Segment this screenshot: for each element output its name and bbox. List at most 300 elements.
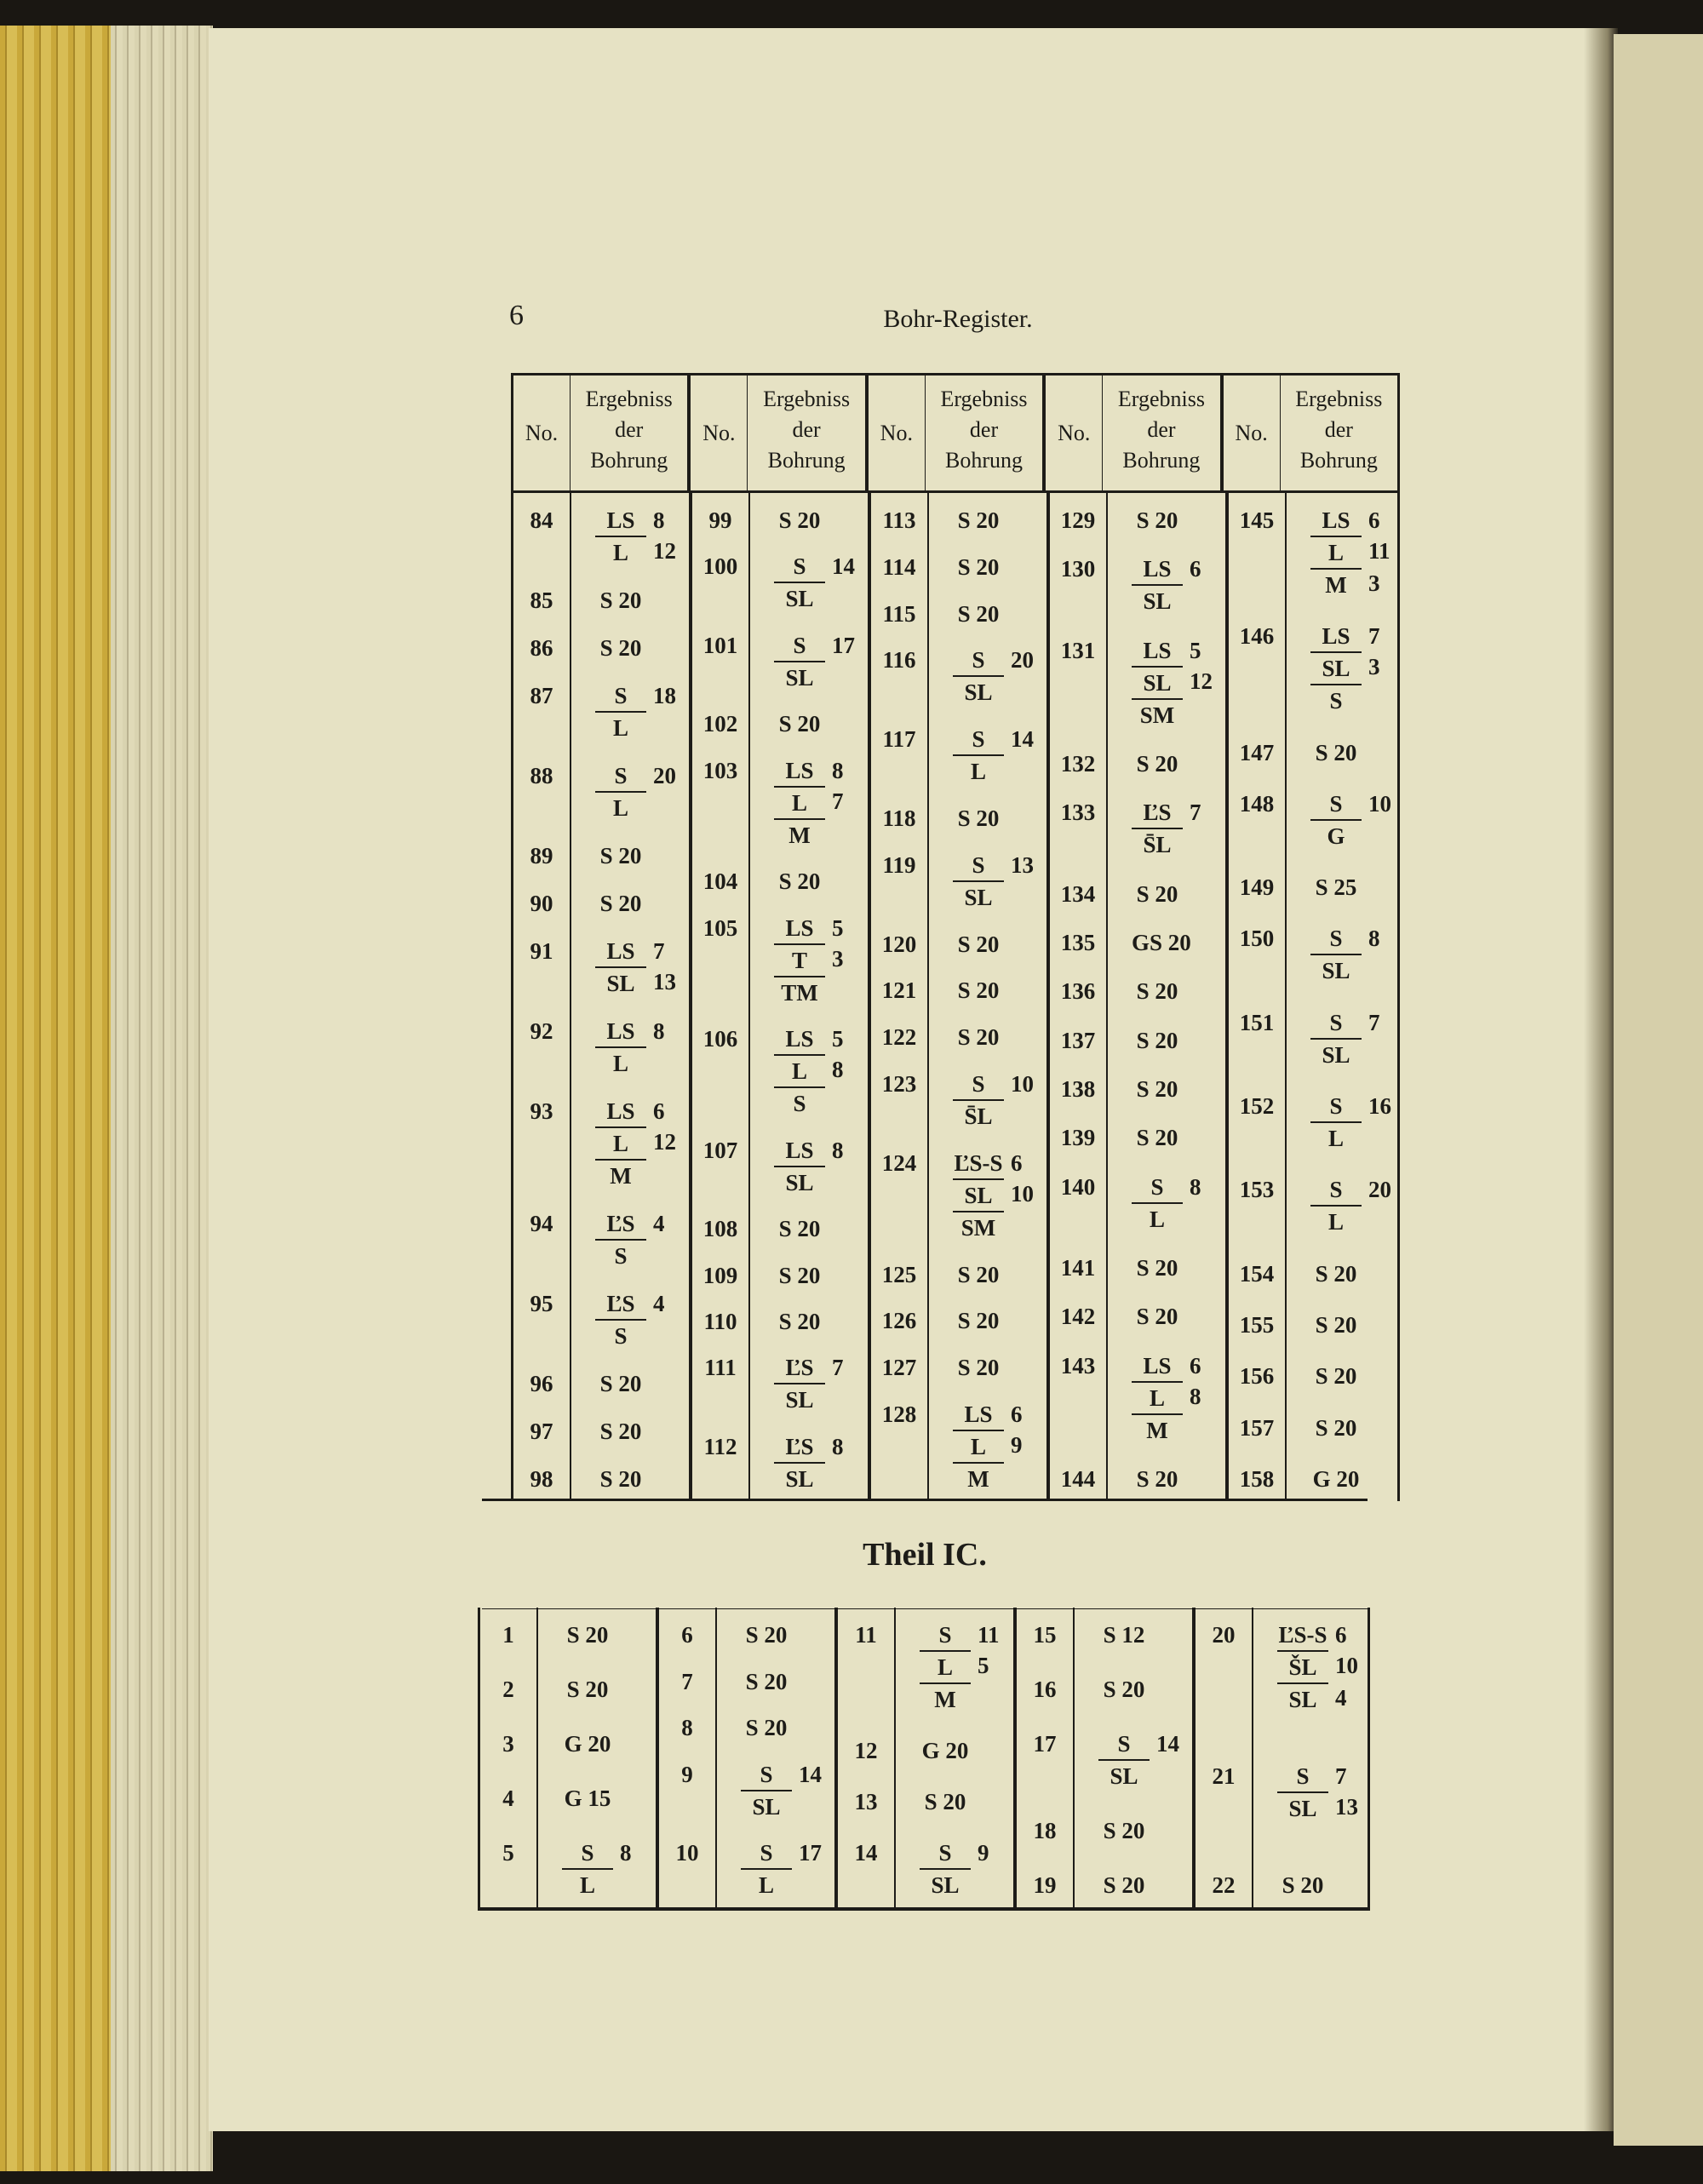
boring-number: 148: [1239, 790, 1275, 817]
boring-result: [1285, 737, 1404, 768]
stratum-code: S̄L: [953, 1099, 1004, 1132]
stratum-code: S̄L: [1132, 828, 1183, 860]
result-line: [1132, 879, 1225, 909]
boring-result: [1106, 1301, 1225, 1332]
header-group: [1046, 375, 1223, 490]
result-line: [1132, 635, 1225, 666]
result-line: [953, 645, 1046, 675]
stratum-code: M: [953, 1462, 1004, 1494]
boring-number: 89: [530, 843, 553, 868]
stratum-code: S 20: [599, 1419, 642, 1444]
stratum-code: M: [1310, 568, 1362, 600]
stratum-depth: 8: [832, 1433, 844, 1459]
stratum-depth: 20: [653, 763, 676, 788]
column-divider: [927, 493, 929, 1501]
result-line: [774, 708, 868, 739]
stratum-code: L: [774, 786, 825, 818]
boring-number: 84: [530, 507, 553, 533]
table-row: [838, 1619, 1013, 1715]
stratum-depth: 6: [1335, 1622, 1347, 1648]
result-line: [774, 913, 868, 943]
boring-number: 109: [702, 1262, 738, 1288]
result-line: [1310, 1310, 1404, 1340]
boring-result: [927, 1305, 1046, 1336]
boring-result: [1252, 1870, 1371, 1900]
stratum-code: M: [1132, 1413, 1183, 1446]
boring-result: [570, 1416, 689, 1447]
stratum-code: S 20: [745, 1622, 788, 1648]
stratum-code: L: [595, 791, 646, 823]
boring-result: [1073, 1619, 1192, 1650]
boring-result: [570, 840, 689, 871]
table-row: [659, 1666, 834, 1697]
stratum-depth: 7: [653, 938, 665, 964]
stratum-code: S 20: [778, 507, 821, 533]
boring-number: 113: [882, 507, 916, 533]
boring-number: 97: [530, 1419, 553, 1444]
table-row: [1050, 505, 1225, 536]
boring-result: [748, 866, 868, 897]
boring-number: 19: [1033, 1872, 1057, 1898]
table-row: [513, 1208, 689, 1271]
result-line: [595, 791, 689, 823]
stratum-code: S: [774, 1086, 825, 1119]
stratum-code: S 20: [566, 1677, 609, 1702]
table-row: [692, 1023, 868, 1119]
result-line: [774, 786, 868, 818]
result-line: [595, 1208, 689, 1239]
table-row: [692, 1431, 868, 1494]
result-line: [1132, 1464, 1225, 1494]
stratum-code: G 20: [1312, 1465, 1360, 1492]
entry-column: [1196, 1608, 1371, 1907]
boring-number: 139: [1060, 1125, 1096, 1151]
stratum-code: S: [1296, 1763, 1310, 1789]
boring-number: 144: [1060, 1465, 1096, 1492]
table-row: [1229, 737, 1404, 768]
result-line: [1310, 505, 1404, 536]
boring-result: [748, 505, 868, 536]
boring-result: [894, 1735, 1013, 1766]
boring-result: [1106, 553, 1225, 616]
book-gutter: [1584, 28, 1618, 2131]
result-line: [1310, 1038, 1404, 1070]
boring-number: 99: [708, 507, 732, 533]
table-row: [871, 552, 1046, 582]
result-line: [953, 1462, 1046, 1494]
result-line: [1132, 976, 1225, 1006]
table-row: [480, 1783, 656, 1814]
boring-number: 154: [1239, 1260, 1275, 1287]
result-line: [1098, 1674, 1192, 1705]
boring-number: 122: [881, 1024, 917, 1051]
boring-result: [748, 1023, 868, 1119]
table-row: [1229, 1091, 1404, 1154]
boring-result: [1285, 621, 1404, 716]
stratum-depth: 3: [1368, 570, 1380, 596]
boring-number: 134: [1060, 880, 1096, 907]
boring-result: [570, 1368, 689, 1399]
boring-number: 3: [502, 1731, 514, 1757]
table-row: [1050, 748, 1225, 779]
result-line: [741, 1868, 834, 1900]
table-header: [513, 375, 1397, 493]
stratum-code: S 20: [1103, 1677, 1145, 1702]
entry-column: [838, 1608, 1013, 1907]
boring-number: 150: [1239, 926, 1275, 952]
stratum-depth: 7: [1368, 623, 1380, 650]
result-line: [562, 1837, 656, 1868]
result-line: [774, 818, 868, 851]
stratum-code: S 20: [1136, 978, 1178, 1005]
boring-number: 103: [702, 757, 738, 783]
header-no: No.: [869, 375, 926, 490]
stratum-depth: 12: [653, 538, 676, 564]
stratum-code: SL: [1310, 954, 1362, 986]
stratum-code: S: [1117, 1731, 1131, 1757]
header-result-line: Bohrung: [1122, 448, 1201, 473]
stratum-code: S 12: [1103, 1622, 1145, 1648]
stratum-code: S: [614, 683, 628, 708]
boring-result: [1285, 1174, 1404, 1237]
boring-result: [570, 633, 689, 663]
stratum-code: S 20: [1315, 1260, 1357, 1287]
column-divider: [894, 1608, 896, 1907]
result-line: [1098, 1870, 1192, 1900]
stratum-code: S: [581, 1840, 594, 1866]
stratum-code: ĽS: [606, 1211, 635, 1236]
table-row: [692, 708, 868, 739]
table-row: [1196, 1761, 1371, 1824]
result-line: [774, 1023, 868, 1054]
stratum-code: SL: [741, 1790, 792, 1822]
stratum-code: L: [595, 711, 646, 743]
result-line: [1310, 1464, 1404, 1494]
stratum-depth: 10: [1011, 1070, 1034, 1097]
column-group: [871, 493, 1050, 1501]
boring-number: 153: [1239, 1177, 1275, 1203]
boring-number: 126: [881, 1308, 917, 1334]
boring-result: [570, 680, 689, 743]
header-no: No.: [1224, 375, 1281, 490]
table-row: [1050, 1172, 1225, 1235]
boring-number: 5: [502, 1840, 514, 1866]
result-line: [953, 880, 1046, 913]
result-line: [1132, 1202, 1225, 1235]
bohr-register-table: [511, 373, 1400, 1501]
stratum-depth: 8: [832, 1137, 844, 1163]
header-result: [926, 375, 1042, 490]
result-line: [1132, 797, 1225, 828]
result-line: [1310, 1007, 1404, 1038]
boring-number: 114: [882, 553, 916, 580]
entry-column: [871, 493, 1046, 1501]
stratum-depth: 8: [653, 1018, 665, 1044]
stratum-code: S 20: [1315, 1311, 1357, 1338]
stratum-code: S 20: [1136, 1125, 1178, 1151]
boring-result: [1252, 1619, 1371, 1715]
stratum-depth: 20: [1011, 647, 1034, 674]
stratum-code: T: [774, 943, 825, 976]
result-line: [1098, 1759, 1192, 1791]
boring-result: [1106, 797, 1225, 860]
boring-result: [1106, 1172, 1225, 1235]
table-row: [513, 505, 689, 568]
header-result-line: der: [1147, 417, 1176, 442]
column-group: [1017, 1608, 1196, 1907]
boring-result: [1106, 879, 1225, 909]
stratum-code: S: [1329, 1093, 1343, 1120]
boring-number: 14: [854, 1840, 878, 1866]
stratum-depth: 11: [978, 1622, 1000, 1648]
stratum-code: SL: [1098, 1759, 1150, 1791]
stratum-code: S 20: [1136, 750, 1178, 777]
result-line: [1277, 1682, 1371, 1715]
boring-result: [1073, 1815, 1192, 1846]
table-row: [1229, 1413, 1404, 1443]
boring-number: 7: [681, 1668, 693, 1694]
boring-number: 141: [1060, 1254, 1096, 1281]
result-line: [953, 552, 1046, 582]
boring-number: 10: [675, 1840, 699, 1866]
result-line: [595, 1464, 689, 1494]
table-row: [513, 1016, 689, 1079]
stratum-depth: 5: [1190, 637, 1201, 663]
stratum-depth: 6: [1190, 556, 1201, 582]
stratum-code: L: [1132, 1381, 1183, 1413]
result-line: [774, 505, 868, 536]
stratum-code: S: [938, 1622, 952, 1648]
stratum-code: S 20: [1136, 1075, 1178, 1102]
result-line: [595, 711, 689, 743]
result-line: [920, 1682, 1013, 1715]
result-line: [1277, 1791, 1371, 1824]
table-row: [1229, 1361, 1404, 1391]
result-line: [562, 1868, 656, 1900]
header-no: No.: [513, 375, 571, 490]
result-line: [920, 1650, 1013, 1682]
boring-result: [1106, 505, 1225, 536]
boring-result: [1106, 748, 1225, 779]
boring-result: [570, 1288, 689, 1351]
result-line: [1310, 536, 1404, 568]
result-line: [953, 1305, 1046, 1336]
stratum-code: S: [760, 1761, 773, 1787]
result-line: [741, 1712, 834, 1743]
boring-result: [927, 645, 1046, 708]
header-group: [869, 375, 1046, 490]
result-line: [741, 1790, 834, 1822]
column-group: [513, 493, 692, 1501]
stratum-code: G 20: [921, 1738, 969, 1763]
result-line: [1310, 788, 1404, 819]
stratum-depth: 10: [1335, 1653, 1358, 1678]
result-line: [953, 1430, 1046, 1462]
stratum-code: S 20: [566, 1622, 609, 1648]
stratum-code: S 20: [1136, 1027, 1178, 1053]
boring-result: [536, 1674, 656, 1705]
stratum-code: L: [1310, 1121, 1362, 1154]
result-line: [774, 1431, 868, 1462]
boring-result: [570, 760, 689, 823]
boring-number: 6: [681, 1622, 693, 1648]
stratum-depth: 12: [1190, 668, 1213, 694]
boring-result: [927, 1399, 1046, 1494]
section-title: Theil IC.: [863, 1537, 987, 1573]
column-divider: [1073, 1608, 1075, 1907]
stratum-depth: 6: [1011, 1149, 1023, 1176]
header-result-line: Ergebniss: [585, 387, 673, 411]
result-line: [774, 1383, 868, 1415]
boring-number: 90: [530, 891, 553, 916]
boring-number: 4: [502, 1786, 514, 1811]
boring-number: 158: [1239, 1465, 1275, 1492]
result-line: [1310, 621, 1404, 651]
result-line: [1277, 1650, 1371, 1682]
result-line: [595, 1159, 689, 1191]
stratum-code: S 20: [599, 843, 642, 868]
stratum-code: S 20: [599, 588, 642, 613]
boring-number: 129: [1060, 507, 1096, 533]
result-line: [774, 1054, 868, 1086]
result-line: [595, 1288, 689, 1319]
boring-number: 17: [1033, 1731, 1057, 1757]
stratum-depth: 13: [1011, 851, 1034, 878]
boring-number: 149: [1239, 874, 1275, 901]
boring-number: 105: [702, 914, 738, 941]
stratum-code: L: [920, 1650, 971, 1682]
stratum-code: SL: [1132, 584, 1183, 616]
result-line: [774, 1306, 868, 1337]
section-heading-box: [482, 1499, 1368, 1609]
result-line: [595, 585, 689, 616]
result-line: [1310, 1174, 1404, 1205]
stratum-code: G 15: [564, 1786, 611, 1811]
stratum-code: S: [972, 851, 985, 878]
table-row: [1050, 1350, 1225, 1446]
stratum-code: S: [1310, 684, 1362, 716]
boring-number: 125: [881, 1261, 917, 1287]
header-result: [571, 375, 687, 490]
table-row: [1050, 1074, 1225, 1104]
table-row: [692, 630, 868, 693]
stratum-code: G 20: [564, 1731, 611, 1757]
boring-number: 137: [1060, 1027, 1096, 1053]
result-line: [741, 1619, 834, 1650]
header-result-line: Ergebniss: [763, 387, 851, 411]
stratum-code: S 20: [778, 711, 821, 737]
boring-number: 1: [502, 1622, 514, 1648]
result-line: [595, 633, 689, 663]
stratum-depth: 7: [1335, 1763, 1347, 1789]
stratum-code: LS: [1143, 1352, 1172, 1379]
table-row: [838, 1786, 1013, 1817]
boring-result: [748, 630, 868, 693]
boring-number: 12: [854, 1738, 878, 1763]
entry-column: [659, 1608, 834, 1907]
boring-result: [715, 1712, 834, 1743]
boring-result: [570, 888, 689, 919]
boring-number: 86: [530, 635, 553, 661]
boring-result: [536, 1728, 656, 1759]
result-line: [562, 1674, 656, 1705]
table-row: [692, 1306, 868, 1337]
boring-number: 2: [502, 1677, 514, 1702]
table-row: [1017, 1815, 1192, 1846]
stratum-code: S 20: [1103, 1818, 1145, 1843]
stratum-code: S 20: [1136, 1465, 1178, 1492]
boring-number: 151: [1239, 1009, 1275, 1035]
result-line: [595, 966, 689, 999]
stratum-depth: 5: [832, 914, 844, 941]
column-group: [1196, 1608, 1371, 1907]
boring-result: [748, 1431, 868, 1494]
stratum-depth: 4: [653, 1291, 665, 1316]
column-divider: [748, 493, 750, 1501]
stratum-code: S 20: [1136, 880, 1178, 907]
stratum-code: S 20: [957, 507, 1000, 533]
stratum-depth: 13: [1335, 1794, 1358, 1820]
table-row: [692, 1135, 868, 1198]
boring-result: [1252, 1761, 1371, 1824]
boring-number: 133: [1060, 800, 1096, 826]
result-line: [595, 1416, 689, 1447]
table-row: [480, 1837, 656, 1900]
stratum-code: S: [760, 1840, 773, 1866]
boring-result: [748, 1352, 868, 1415]
stratum-depth: 6: [653, 1098, 665, 1124]
result-line: [1310, 872, 1404, 903]
theil-ic-body: [480, 1608, 1368, 1907]
boring-number: 140: [1060, 1173, 1096, 1200]
boring-result: [1106, 635, 1225, 731]
boring-number: 111: [704, 1355, 737, 1381]
column-group: [1050, 493, 1229, 1501]
table-row: [1050, 927, 1225, 958]
stratum-depth: 7: [1368, 1009, 1380, 1035]
stratum-depth: 8: [1368, 926, 1380, 952]
result-line: [595, 1319, 689, 1351]
result-line: [1132, 1025, 1225, 1056]
table-row: [659, 1619, 834, 1650]
stratum-code: LS: [606, 938, 635, 964]
table-row: [513, 840, 689, 871]
boring-result: [1106, 1074, 1225, 1104]
result-line: [562, 1728, 656, 1759]
result-line: [1310, 651, 1404, 684]
boring-result: [1285, 1413, 1404, 1443]
table-row: [692, 1213, 868, 1244]
boring-number: 127: [881, 1355, 917, 1381]
result-line: [1132, 666, 1225, 698]
table-row: [1050, 1464, 1225, 1494]
column-group: [838, 1608, 1017, 1907]
result-line: [741, 1759, 834, 1790]
stratum-depth: 4: [653, 1211, 665, 1236]
table-row: [1017, 1728, 1192, 1791]
stratum-code: M: [920, 1682, 971, 1715]
table-row: [1229, 1174, 1404, 1237]
result-line: [741, 1666, 834, 1697]
boring-number: 143: [1060, 1352, 1096, 1379]
column-divider: [1252, 1608, 1253, 1907]
header-result-line: Bohrung: [590, 448, 668, 473]
stratum-depth: 8: [832, 757, 844, 783]
table-row: [513, 1368, 689, 1399]
result-line: [953, 1211, 1046, 1243]
stratum-depth: 14: [799, 1761, 822, 1787]
boring-result: [927, 975, 1046, 1006]
